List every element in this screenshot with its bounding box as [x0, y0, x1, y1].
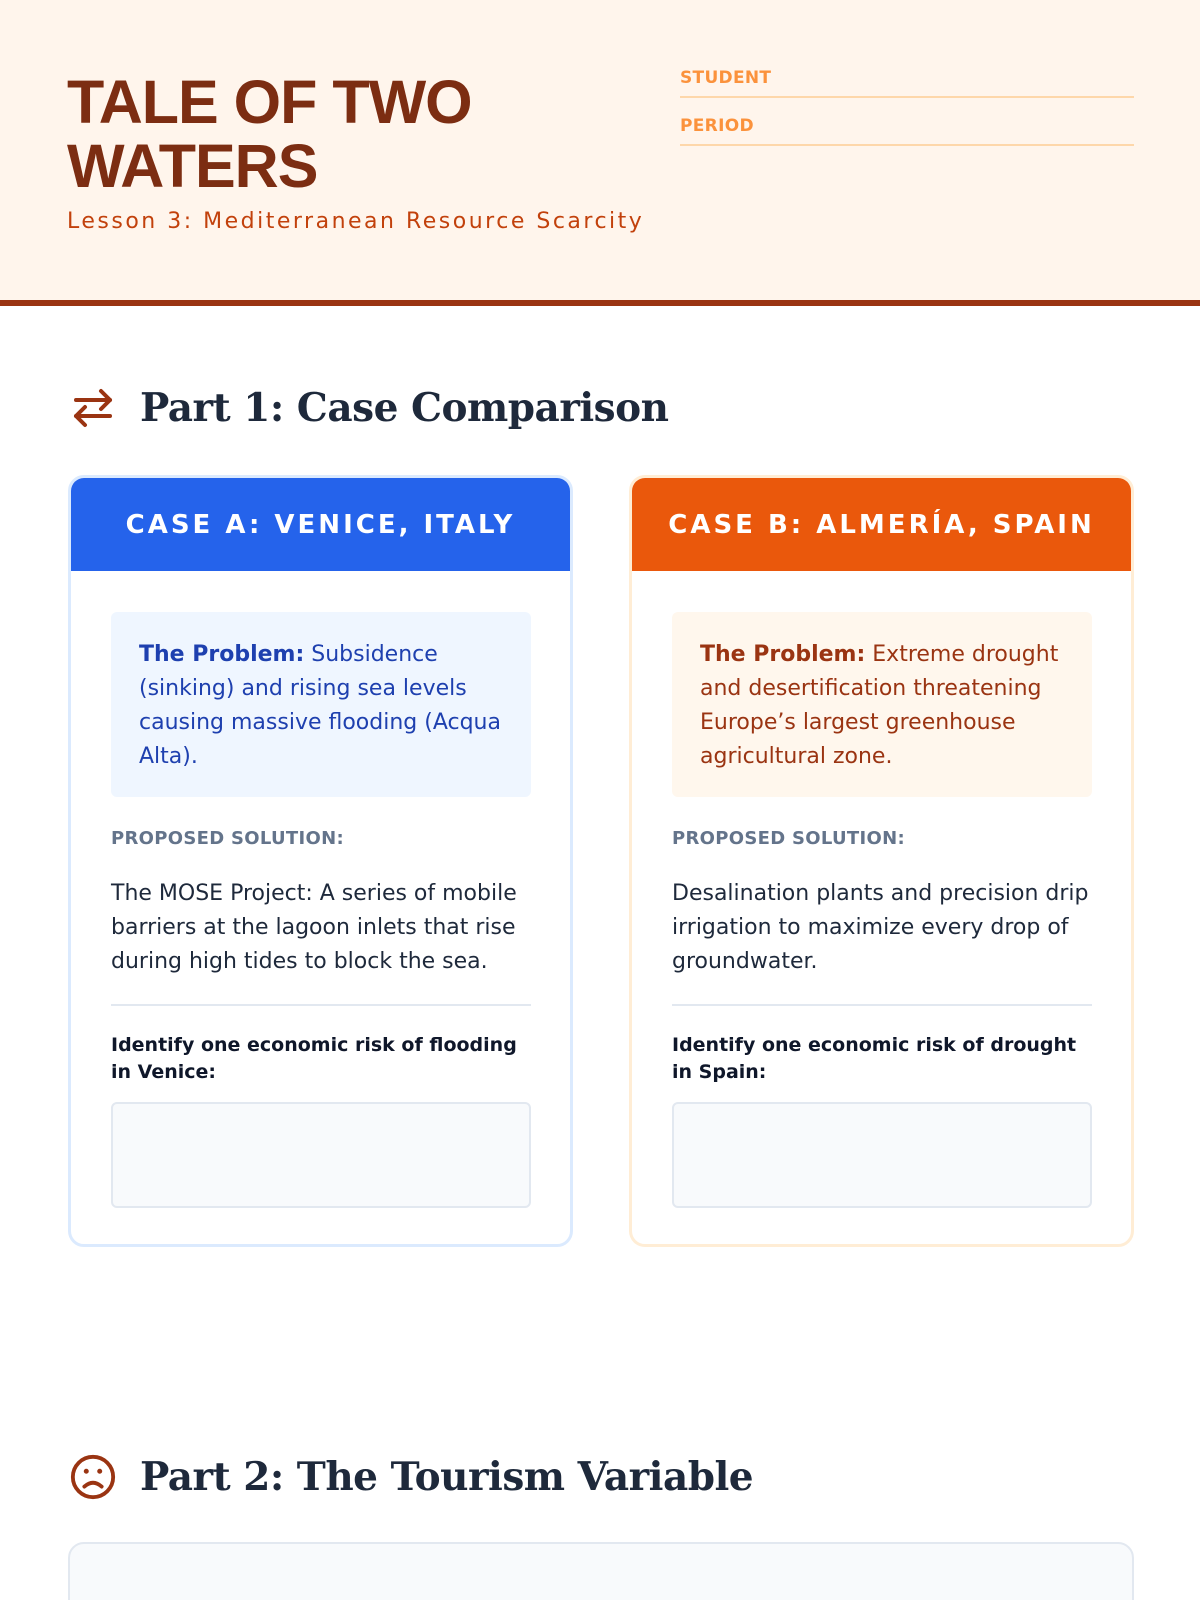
frown-face-icon — [69, 1453, 117, 1501]
answer-box[interactable] — [672, 1102, 1092, 1208]
case-header: CASE A: VENICE, ITALY — [71, 478, 570, 571]
worksheet-title: TALE OF TWO WATERS — [67, 68, 472, 200]
problem-text: Subsidence (sinking) and rising sea levels causing massive flooding (Acqua Alta). — [139, 642, 501, 769]
case-header: CASE B: ALMERÍA, SPAIN — [632, 478, 1131, 571]
problem-text: Extreme drought and desertification threatening Europe’s largest greenhouse agricultural zone. — [700, 642, 1059, 769]
problem-box — [672, 612, 1092, 797]
part2-heading — [69, 1451, 753, 1503]
case-card-almeria — [629, 475, 1134, 1247]
proposed-solution-label: PROPOSED SOLUTION: — [111, 828, 344, 849]
part2-title: Part 2: The Tourism Variable — [140, 1454, 754, 1500]
lesson-subtitle: Lesson 3: Mediterranean Resource Scarcity — [67, 209, 645, 234]
proposed-solution-label: PROPOSED SOLUTION: — [672, 828, 905, 849]
divider — [672, 1004, 1092, 1006]
solution-text: The MOSE Project: A series of mobile barriers at the lagoon inlets that rise during high tides to block the sea. — [111, 881, 517, 974]
problem-label: The Problem: — [139, 642, 305, 667]
part1-title: Part 1: Case Comparison — [140, 385, 669, 431]
problem-label: The Problem: — [700, 642, 866, 667]
case-card-venice — [68, 475, 573, 1247]
swap-arrows-icon — [69, 384, 117, 432]
problem-box — [111, 612, 531, 797]
divider — [111, 1004, 531, 1006]
answer-box[interactable] — [111, 1102, 531, 1208]
worksheet-header — [0, 0, 1200, 306]
student-field[interactable]: STUDENT — [680, 68, 1134, 98]
question-prompt: Identify one economic risk of flooding in Venice: — [111, 1034, 517, 1083]
question-prompt: Identify one economic risk of drought in Spain: — [672, 1034, 1077, 1083]
solution-text: Desalination plants and precision drip irrigation to maximize every drop of groundwater. — [672, 881, 1089, 974]
part2-content-box — [68, 1542, 1134, 1600]
part1-heading — [69, 382, 669, 434]
period-field[interactable]: PERIOD — [680, 116, 1134, 146]
